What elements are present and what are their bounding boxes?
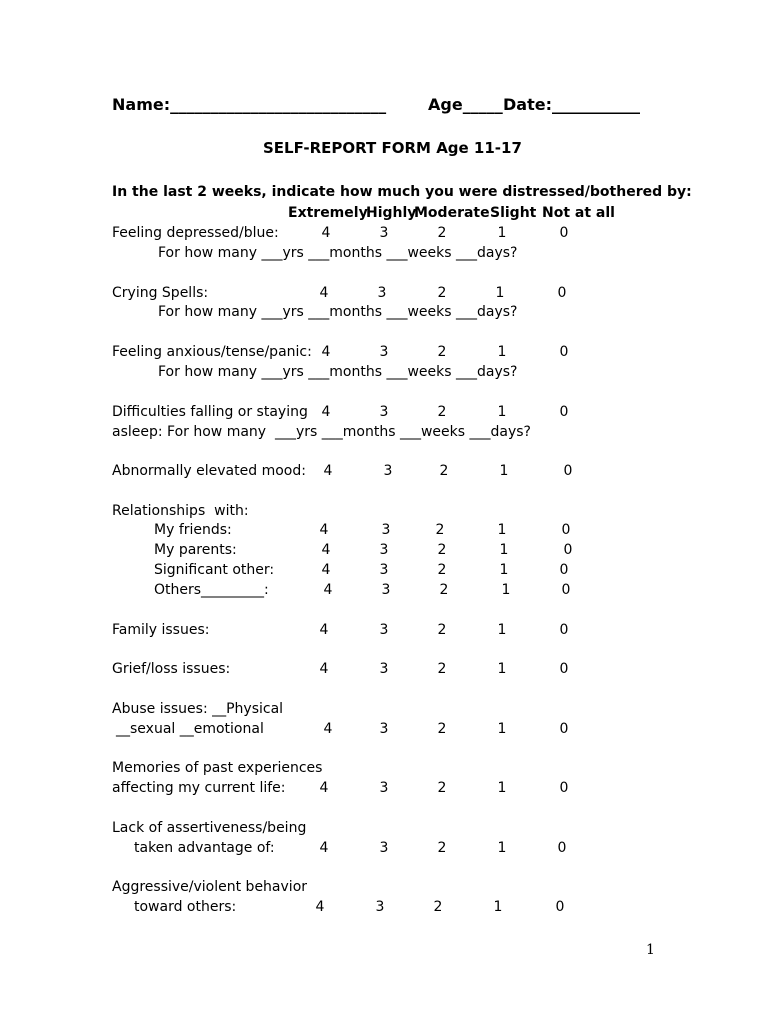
rating-4[interactable]: 4 (321, 562, 331, 578)
item-label: Lack of assertiveness/being (112, 820, 307, 836)
rating-4[interactable]: 4 (321, 344, 331, 360)
page-number: 1 (646, 942, 655, 958)
rating-1[interactable]: 1 (501, 582, 511, 598)
column-extremely: Extremely (288, 205, 368, 221)
rating-2[interactable]: 2 (437, 721, 447, 737)
rating-1[interactable]: 1 (497, 780, 507, 796)
item-label: Crying Spells: (112, 285, 209, 301)
rating-1[interactable]: 1 (497, 840, 507, 856)
item-label[interactable]: Abuse issues: __Physical (112, 701, 284, 717)
rating-4[interactable]: 4 (323, 582, 333, 598)
rating-4[interactable]: 4 (315, 899, 325, 915)
item-label: Aggressive/violent behavior (112, 879, 308, 895)
rating-2[interactable]: 2 (437, 285, 447, 301)
rating-3[interactable]: 3 (377, 285, 387, 301)
rating-4[interactable]: 4 (323, 721, 333, 737)
item-label: Grief/loss issues: (112, 661, 231, 677)
rating-3[interactable]: 3 (379, 622, 389, 638)
rating-0[interactable]: 0 (561, 522, 571, 538)
rating-4[interactable]: 4 (321, 225, 331, 241)
column-highly: Highly (366, 205, 417, 221)
rating-3[interactable]: 3 (381, 582, 391, 598)
item-label: Significant other: (154, 562, 275, 578)
duration-prompt[interactable]: For how many ___yrs ___months ___weeks ___days? (158, 245, 518, 261)
rating-4[interactable]: 4 (321, 404, 331, 420)
item-label: Difficulties falling or staying (112, 404, 308, 420)
item-label: My parents: (154, 542, 237, 558)
rating-0[interactable]: 0 (559, 225, 569, 241)
item-label-continued[interactable]: __sexual __emotional (116, 721, 264, 737)
rating-0[interactable]: 0 (557, 285, 567, 301)
rating-1[interactable]: 1 (497, 404, 507, 420)
rating-2[interactable]: 2 (437, 344, 447, 360)
item-label: Family issues: (112, 622, 210, 638)
rating-3[interactable]: 3 (379, 562, 389, 578)
rating-3[interactable]: 3 (381, 522, 391, 538)
rating-4[interactable]: 4 (319, 840, 329, 856)
item-label: Feeling depressed/blue: (112, 225, 279, 241)
item-label-continued: affecting my current life: (112, 780, 286, 796)
rating-0[interactable]: 0 (557, 840, 567, 856)
rating-2[interactable]: 2 (439, 463, 449, 479)
rating-2[interactable]: 2 (437, 840, 447, 856)
instruction-text: In the last 2 weeks, indicate how much you were distressed/bothered by: (112, 184, 692, 200)
rating-0[interactable]: 0 (559, 780, 569, 796)
rating-3[interactable]: 3 (379, 404, 389, 420)
rating-2[interactable]: 2 (437, 622, 447, 638)
rating-0[interactable]: 0 (559, 404, 569, 420)
duration-prompt[interactable]: For how many ___yrs ___months ___weeks ___days? (158, 364, 518, 380)
item-label: Abnormally elevated mood: (112, 463, 306, 479)
rating-2[interactable]: 2 (437, 404, 447, 420)
item-label-continued: toward others: (134, 899, 237, 915)
column-not-at-all: Not at all (542, 205, 615, 221)
rating-3[interactable]: 3 (379, 840, 389, 856)
column-slight: Slight (490, 205, 537, 221)
rating-2[interactable]: 2 (437, 542, 447, 558)
rating-3[interactable]: 3 (375, 899, 385, 915)
rating-1[interactable]: 1 (499, 542, 509, 558)
rating-4[interactable]: 4 (323, 463, 333, 479)
rating-4[interactable]: 4 (319, 661, 329, 677)
rating-3[interactable]: 3 (383, 463, 393, 479)
rating-1[interactable]: 1 (497, 225, 507, 241)
date-field[interactable]: Date:___________ (503, 95, 640, 114)
rating-0[interactable]: 0 (559, 562, 569, 578)
rating-0[interactable]: 0 (559, 622, 569, 638)
rating-4[interactable]: 4 (319, 622, 329, 638)
rating-3[interactable]: 3 (379, 661, 389, 677)
rating-2[interactable]: 2 (437, 225, 447, 241)
duration-prompt[interactable]: For how many ___yrs ___months ___weeks ___days? (158, 304, 518, 320)
rating-2[interactable]: 2 (437, 780, 447, 796)
rating-1[interactable]: 1 (497, 622, 507, 638)
age-field[interactable]: Age_____ (428, 95, 503, 114)
rating-3[interactable]: 3 (379, 225, 389, 241)
rating-2[interactable]: 2 (437, 661, 447, 677)
rating-1[interactable]: 1 (497, 344, 507, 360)
rating-0[interactable]: 0 (559, 721, 569, 737)
rating-1[interactable]: 1 (499, 562, 509, 578)
rating-0[interactable]: 0 (559, 344, 569, 360)
rating-4[interactable]: 4 (319, 522, 329, 538)
column-moderate: Moderate (414, 205, 490, 221)
rating-0[interactable]: 0 (563, 463, 573, 479)
rating-0[interactable]: 0 (561, 582, 571, 598)
rating-0[interactable]: 0 (563, 542, 573, 558)
rating-2[interactable]: 2 (439, 582, 449, 598)
form-title: SELF-REPORT FORM Age 11-17 (263, 139, 522, 157)
duration-prompt[interactable]: asleep: For how many ___yrs ___months ___weeks ___days? (112, 424, 531, 440)
rating-4[interactable]: 4 (319, 285, 329, 301)
rating-0[interactable]: 0 (559, 661, 569, 677)
rating-1[interactable]: 1 (495, 285, 505, 301)
rating-4[interactable]: 4 (321, 542, 331, 558)
rating-1[interactable]: 1 (497, 721, 507, 737)
item-label: My friends: (154, 522, 232, 538)
rating-3[interactable]: 3 (379, 780, 389, 796)
rating-0[interactable]: 0 (555, 899, 565, 915)
rating-3[interactable]: 3 (379, 721, 389, 737)
item-label-continued: taken advantage of: (134, 840, 275, 856)
item-label: Memories of past experiences (112, 760, 323, 776)
item-label: Relationships with: (112, 503, 249, 519)
rating-2[interactable]: 2 (437, 562, 447, 578)
rating-1[interactable]: 1 (497, 522, 507, 538)
item-label: Feeling anxious/tense/panic: (112, 344, 312, 360)
rating-2[interactable]: 2 (433, 899, 443, 915)
name-field[interactable]: Name:___________________________ (112, 95, 387, 114)
rating-3[interactable]: 3 (379, 344, 389, 360)
rating-1[interactable]: 1 (497, 661, 507, 677)
rating-3[interactable]: 3 (379, 542, 389, 558)
rating-1[interactable]: 1 (493, 899, 503, 915)
rating-2[interactable]: 2 (435, 522, 445, 538)
rating-1[interactable]: 1 (499, 463, 509, 479)
item-label[interactable]: Others_________: (154, 582, 269, 598)
rating-4[interactable]: 4 (319, 780, 329, 796)
